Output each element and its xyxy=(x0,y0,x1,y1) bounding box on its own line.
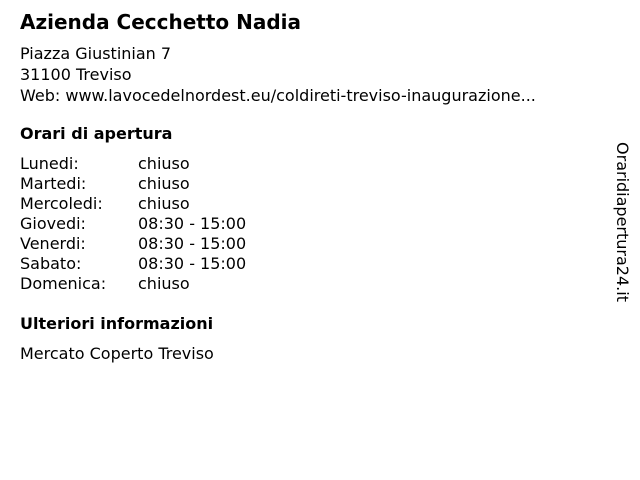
hours-row-tuesday xyxy=(20,174,246,194)
street-address: Piazza Giustinian 7 xyxy=(20,44,172,63)
day-hours: 08:30 - 15:00 xyxy=(138,214,247,233)
day-hours: chiuso xyxy=(138,154,190,173)
address-block xyxy=(20,43,536,106)
opening-hours-heading: Orari di apertura xyxy=(20,124,173,143)
opening-hours-table xyxy=(20,154,246,294)
day-label: Martedi: xyxy=(20,174,87,193)
city: 31100 Treviso xyxy=(20,65,132,84)
day-label: Venerdi: xyxy=(20,234,86,253)
hours-row-sunday xyxy=(20,274,246,294)
hours-row-monday xyxy=(20,154,246,174)
day-hours: 08:30 - 15:00 xyxy=(138,254,247,273)
hours-row-saturday xyxy=(20,254,246,274)
day-hours: chiuso xyxy=(138,194,190,213)
day-label: Mercoledi: xyxy=(20,194,103,213)
day-label: Domenica: xyxy=(20,274,107,293)
day-label: Sabato: xyxy=(20,254,82,273)
day-label: Giovedi: xyxy=(20,214,86,233)
website-link[interactable]: Web: www.lavocedelnordest.eu/coldireti-treviso-inaugurazione... xyxy=(20,86,536,105)
site-brand: Oraridiapertura24.it xyxy=(613,142,632,302)
day-hours: chiuso xyxy=(138,274,190,293)
hours-row-thursday xyxy=(20,214,246,234)
hours-row-friday xyxy=(20,234,246,254)
day-hours: 08:30 - 15:00 xyxy=(138,234,247,253)
more-info-heading: Ulteriori informazioni xyxy=(20,314,214,333)
hours-row-wednesday xyxy=(20,194,246,214)
more-info-text: Mercato Coperto Treviso xyxy=(20,344,214,363)
day-label: Lunedi: xyxy=(20,154,79,173)
day-hours: chiuso xyxy=(138,174,190,193)
business-name: Azienda Cecchetto Nadia xyxy=(20,10,302,34)
